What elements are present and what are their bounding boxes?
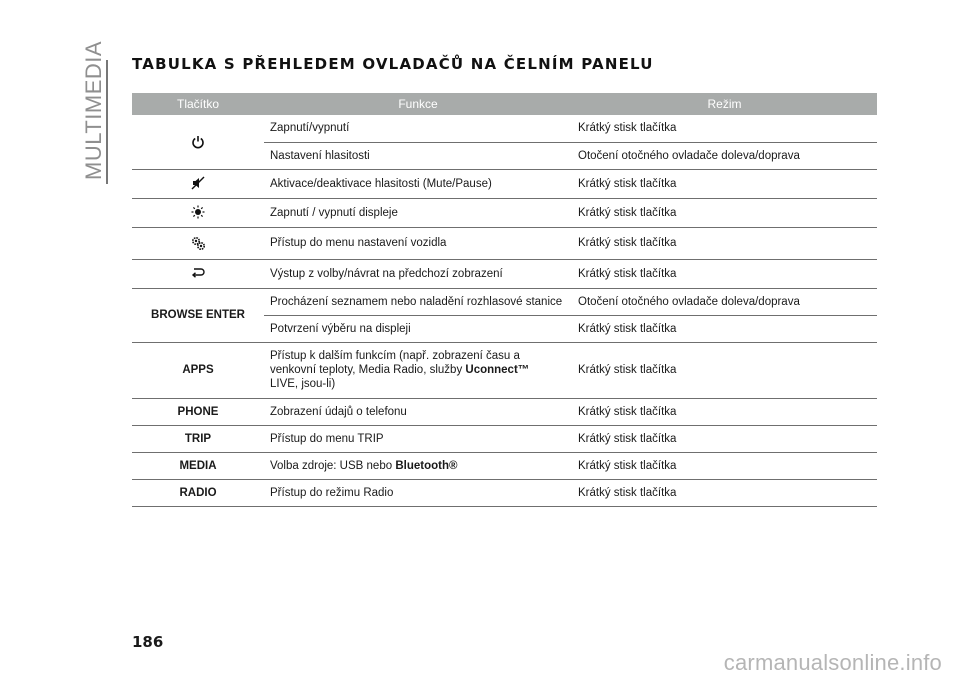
function-cell: Zobrazení údajů o telefonu [264, 398, 572, 425]
table-row [132, 342, 877, 398]
table-row [132, 425, 877, 452]
bluetooth-brand: Bluetooth® [395, 459, 458, 472]
table-row [132, 169, 877, 198]
function-cell [264, 452, 572, 479]
mode-cell: Krátký stisk tlačítka [572, 452, 877, 479]
controls-table [132, 93, 877, 507]
table-row [132, 398, 877, 425]
mute-icon [191, 176, 205, 190]
table-row [132, 452, 877, 479]
back-button-cell [132, 259, 264, 288]
function-cell: Výstup z volby/návrat na předchozí zobrazení [264, 259, 572, 288]
function-text-line: venkovní teploty, Media Radio, služby [270, 364, 466, 376]
function-cell: Aktivace/deaktivace hlasitosti (Mute/Pause) [264, 169, 572, 198]
mode-cell: Krátký stisk tlačítka [572, 169, 877, 198]
power-icon [191, 135, 205, 149]
uconnect-brand: Uconnect™ [465, 364, 530, 376]
function-cell: Nastavení hlasitosti [264, 142, 572, 169]
mode-cell: Krátký stisk tlačítka [572, 259, 877, 288]
table-row [132, 479, 877, 506]
phone-cell: PHONE [132, 398, 264, 425]
mode-cell: Krátký stisk tlačítka [572, 342, 877, 398]
section-divider [106, 60, 108, 184]
back-icon [191, 267, 205, 279]
mode-cell: Krátký stisk tlačítka [572, 315, 877, 342]
mode-cell: Krátký stisk tlačítka [572, 227, 877, 259]
mode-cell: Otočení otočného ovladače doleva/doprava [572, 288, 877, 315]
function-text-line: Přístup k dalším funkcím (např. zobrazení času a [270, 350, 520, 362]
apps-cell: APPS [132, 342, 264, 398]
function-cell: Přístup do menu nastavení vozidla [264, 227, 572, 259]
trip-cell: TRIP [132, 425, 264, 452]
settings-icon [190, 235, 206, 251]
function-text-line: LIVE, jsou-li) [270, 378, 336, 390]
function-cell: Přístup do menu TRIP [264, 425, 572, 452]
table-row [132, 259, 877, 288]
mode-cell: Krátký stisk tlačítka [572, 198, 877, 227]
function-cell: Potvrzení výběru na displeji [264, 315, 572, 342]
browse-enter-cell: BROWSE ENTER [132, 288, 264, 342]
function-text: Volba zdroje: USB nebo [270, 459, 396, 472]
power-button-cell [132, 115, 264, 169]
media-cell: MEDIA [132, 452, 264, 479]
header-mode: Režim [572, 93, 877, 115]
mode-cell: Krátký stisk tlačítka [572, 479, 877, 506]
table-row [132, 227, 877, 259]
mute-button-cell [132, 169, 264, 198]
display-button-cell [132, 198, 264, 227]
mode-cell: Krátký stisk tlačítka [572, 398, 877, 425]
watermark: carmanualsonline.info [723, 650, 942, 675]
function-cell: Zapnutí / vypnutí displeje [264, 198, 572, 227]
page-title: TABULKA S PŘEHLEDEM OVLADAČŮ NA ČELNÍM PANELU [132, 55, 654, 73]
section-label: MULTIMEDIA [81, 40, 106, 180]
table-row [132, 288, 877, 315]
table-row [132, 115, 877, 142]
header-button: Tlačítko [132, 93, 264, 115]
mode-cell: Otočení otočného ovladače doleva/doprava [572, 142, 877, 169]
radio-cell: RADIO [132, 479, 264, 506]
header-function: Funkce [264, 93, 572, 115]
settings-button-cell [132, 227, 264, 259]
function-cell: Procházení seznamem nebo naladění rozhlasové stanice [264, 288, 572, 315]
table-header-row [132, 93, 877, 115]
mode-cell: Krátký stisk tlačítka [572, 425, 877, 452]
function-cell [264, 342, 572, 398]
table-row [132, 198, 877, 227]
function-cell: Zapnutí/vypnutí [264, 115, 572, 142]
page-number: 186 [132, 633, 164, 651]
mode-cell: Krátký stisk tlačítka [572, 115, 877, 142]
function-cell: Přístup do režimu Radio [264, 479, 572, 506]
display-icon [191, 205, 205, 219]
